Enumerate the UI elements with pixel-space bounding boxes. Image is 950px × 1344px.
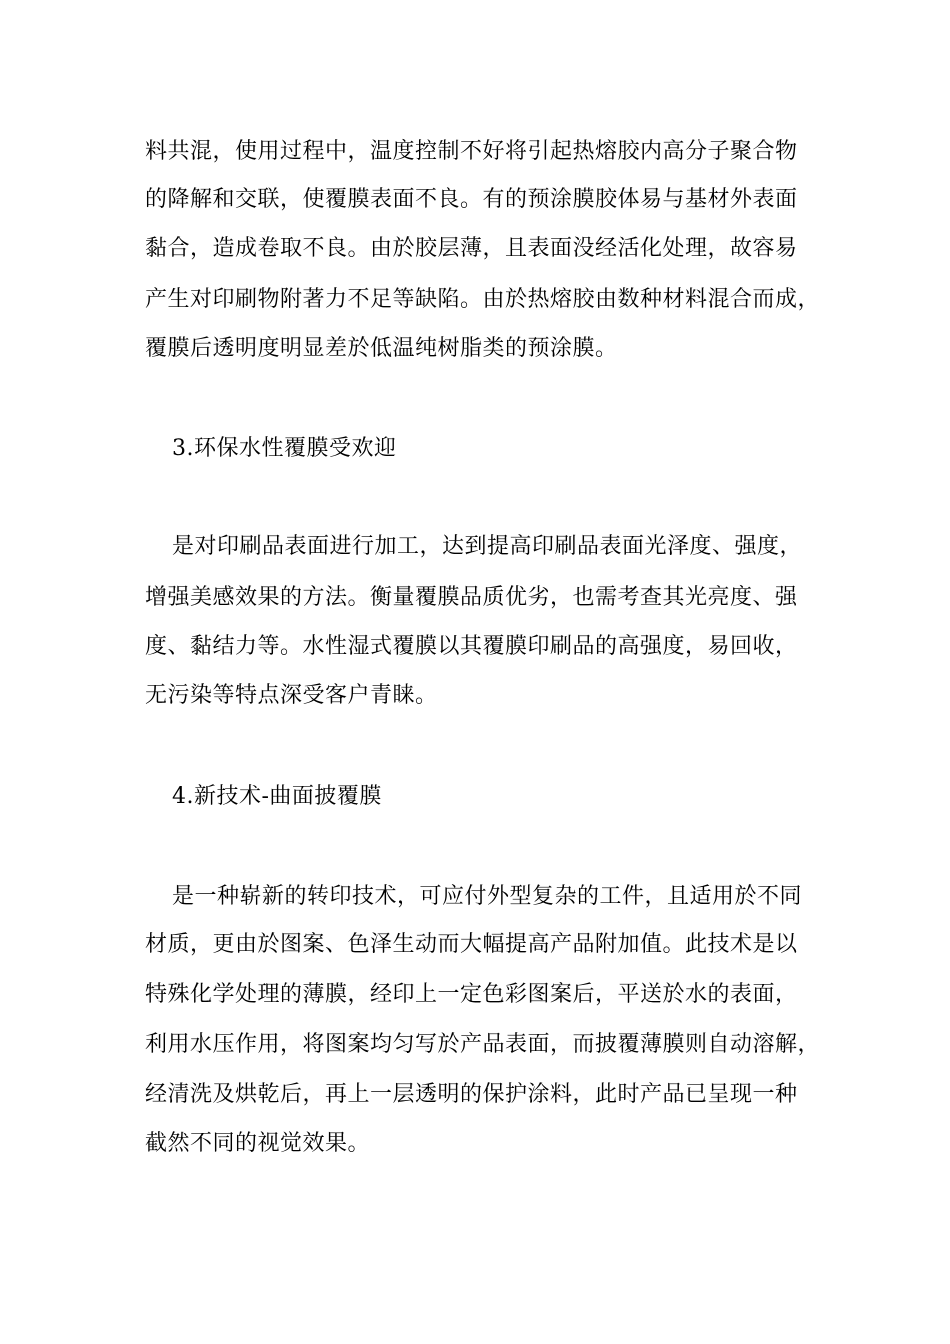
paragraph-line: 覆膜后透明度明显差於低温纯树脂类的预涂膜。 — [145, 336, 618, 361]
paragraph-line: 材质，更由於图案、色泽生动而大幅提高产品附加值。此技术是以 — [145, 932, 798, 957]
paragraph-line: 产生对印刷物附著力不足等缺陷。由於热熔胶由数种材料混合而成， — [145, 287, 821, 312]
paragraph-line: 经清洗及烘乾后，再上一层透明的保护涂料，此时产品已呈现一种 — [145, 1082, 798, 1107]
section-heading: 4.新技术-曲面披覆膜 — [172, 784, 382, 809]
paragraph-line: 的降解和交联，使覆膜表面不良。有的预涂膜胶体易与基材外表面 — [145, 187, 798, 212]
paragraph-line: 是对印刷品表面进行加工，达到提高印刷品表面光泽度、强度， — [172, 534, 803, 559]
paragraph-line: 增强美感效果的方法。衡量覆膜品质优劣，也需考查其光亮度、强 — [145, 585, 798, 610]
paragraph-line: 度、黏结力等。水性湿式覆膜以其覆膜印刷品的高强度，易回收， — [145, 634, 798, 659]
paragraph-line: 黏合，造成卷取不良。由於胶层薄，且表面没经活化处理，故容易 — [145, 236, 798, 261]
paragraph-line: 利用水压作用，将图案均匀写於产品表面，而披覆薄膜则自动溶解， — [145, 1032, 821, 1057]
paragraph-line: 是一种崭新的转印技术，可应付外型复杂的工件，且适用於不同 — [172, 884, 803, 909]
paragraph-line: 截然不同的视觉效果。 — [145, 1131, 371, 1156]
paragraph-line: 特殊化学处理的薄膜，经印上一定色彩图案后，平送於水的表面， — [145, 982, 798, 1007]
paragraph-line: 无污染等特点深受客户青睐。 — [145, 683, 438, 708]
section-heading: 3.环保水性覆膜受欢迎 — [172, 436, 397, 461]
paragraph-line: 料共混，使用过程中，温度控制不好将引起热熔胶内高分子聚合物 — [145, 139, 798, 164]
